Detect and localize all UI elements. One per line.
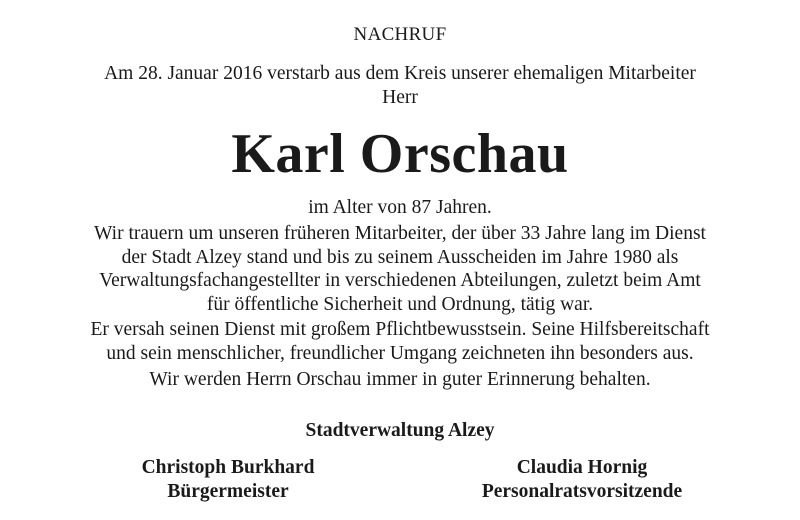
age-line: im Alter von 87 Jahren.: [308, 197, 492, 218]
deceased-name: Karl Orschau: [231, 123, 569, 185]
paragraph-line: der Stadt Alzey stand und bis zu seinem Ausscheiden im Jahre 1980 als: [121, 246, 679, 268]
signer-name: Christoph Burkhard: [141, 457, 315, 478]
character-paragraph: [0, 318, 800, 365]
paragraph-line: Wir werden Herrn Orschau immer in guter Erinnerung behalten.: [149, 369, 651, 390]
tribute-paragraph: [0, 222, 800, 316]
signer-title: Bürgermeister: [167, 481, 289, 502]
signer-name: Claudia Hornig: [516, 457, 648, 478]
intro-line: Herr: [382, 87, 418, 108]
organization-name: Stadtverwaltung Alzey: [305, 420, 495, 441]
intro-text: [0, 62, 800, 110]
paragraph-line: für öffentliche Sicherheit und Ordnung, tätig war.: [206, 293, 594, 315]
notice-heading: NACHRUF: [353, 24, 447, 45]
paragraph-line: Verwaltungsfachangestellter in verschiedenen Abteilungen, zuletzt beim Amt: [99, 270, 701, 291]
signer-title: Personalratsvorsitzende: [481, 481, 683, 502]
signer-council-chair: [422, 456, 742, 504]
closing-paragraph: [0, 368, 800, 392]
signer-mayor: [68, 456, 388, 504]
paragraph-line: Er versah seinen Dienst mit großem Pflichtbewusstsein. Seine Hilfsbereitschaft: [90, 319, 710, 340]
intro-line: Am 28. Januar 2016 verstarb aus dem Kreis unserer ehemaligen Mitarbeiter: [104, 63, 696, 84]
paragraph-line: Wir trauern um unseren früheren Mitarbeiter, der über 33 Jahre lang im Dienst: [94, 223, 706, 244]
paragraph-line: und sein menschlicher, freundlicher Umgang zeichneten ihn besonders aus.: [106, 342, 694, 364]
